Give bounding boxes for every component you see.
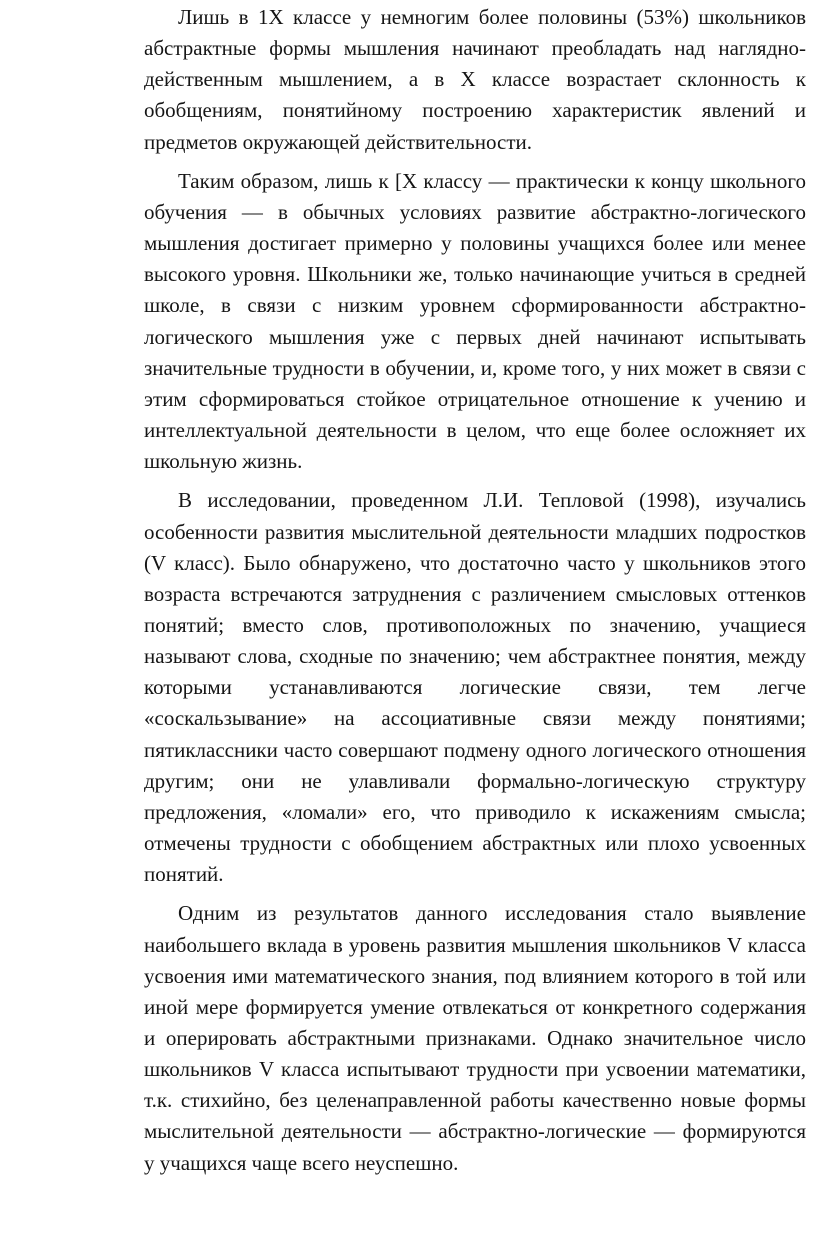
paragraph-3: В исследовании, проведенном Л.И. Тепловой (1998), изучались особенности развития мыслительной деятельности младших подростков (V класс). Было обнаружено, что достаточно часто у школьников этого возраста встречаются затруднения с различением смысловых оттенков понятий; вместо слов, противоположных по значению, учащиеся называют слова, сходные по значению; чем абстрактнее понятия, между которыми устанавливаются логические связи, тем легче «соскальзывание» на ассоциативные связи между понятиями; пятиклассники часто совершают подмену одного логического отношения другим; они не улавливали формально-логическую структуру предложения, «ломали» его, что приводило к искажениям смысла; отмечены трудности с обобщением абстрактных или плохо усвоенных понятий.: [144, 488, 806, 887]
document-page: [144, 0, 806, 1179]
paragraph-2: Таким образом, лишь к [X классу — практически к концу школьного обучения — в обычных условиях развитие абстрактно-логического мышления достигает примерно у половины учащихся более или менее высокого уровня. Школьники же, только начинающие учиться в средней школе, в связи с низким уровнем сформированности абстрактно-логического мышления уже с первых дней начинают испытывать значительные трудности в обучении, и, кроме того, у них может в связи с этим сформироваться стойкое отрицательное отношение к учению и интеллектуальной деятельности в целом, что еще более осложняет их школьную жизнь.: [144, 168, 806, 474]
paragraph-1: Лишь в 1X классе у немногим более половины (53%) школьников абстрактные формы мышления начинают преобладать над наглядно-действенным мышлением, а в X классе возрастает склонность к обобщениям, понятийному построению характеристик явлений и предметов окружающей действительности.: [144, 5, 806, 154]
paragraph-4: Одним из результатов данного исследования стало выявление наибольшего вклада в уровень развития мышления школьников V класса усвоения ими математического знания, под влиянием которого в той или иной мере формируется умение отвлекаться от конкретного содержания и оперировать абстрактными признаками. Однако значительное число школьников V класса испытывают трудности при усвоении математики, т.к. стихийно, без целенаправленной работы качественно новые формы мыслительной деятельности — абстрактно-логические — формируются у учащихся чаще всего неуспешно.: [144, 901, 806, 1175]
